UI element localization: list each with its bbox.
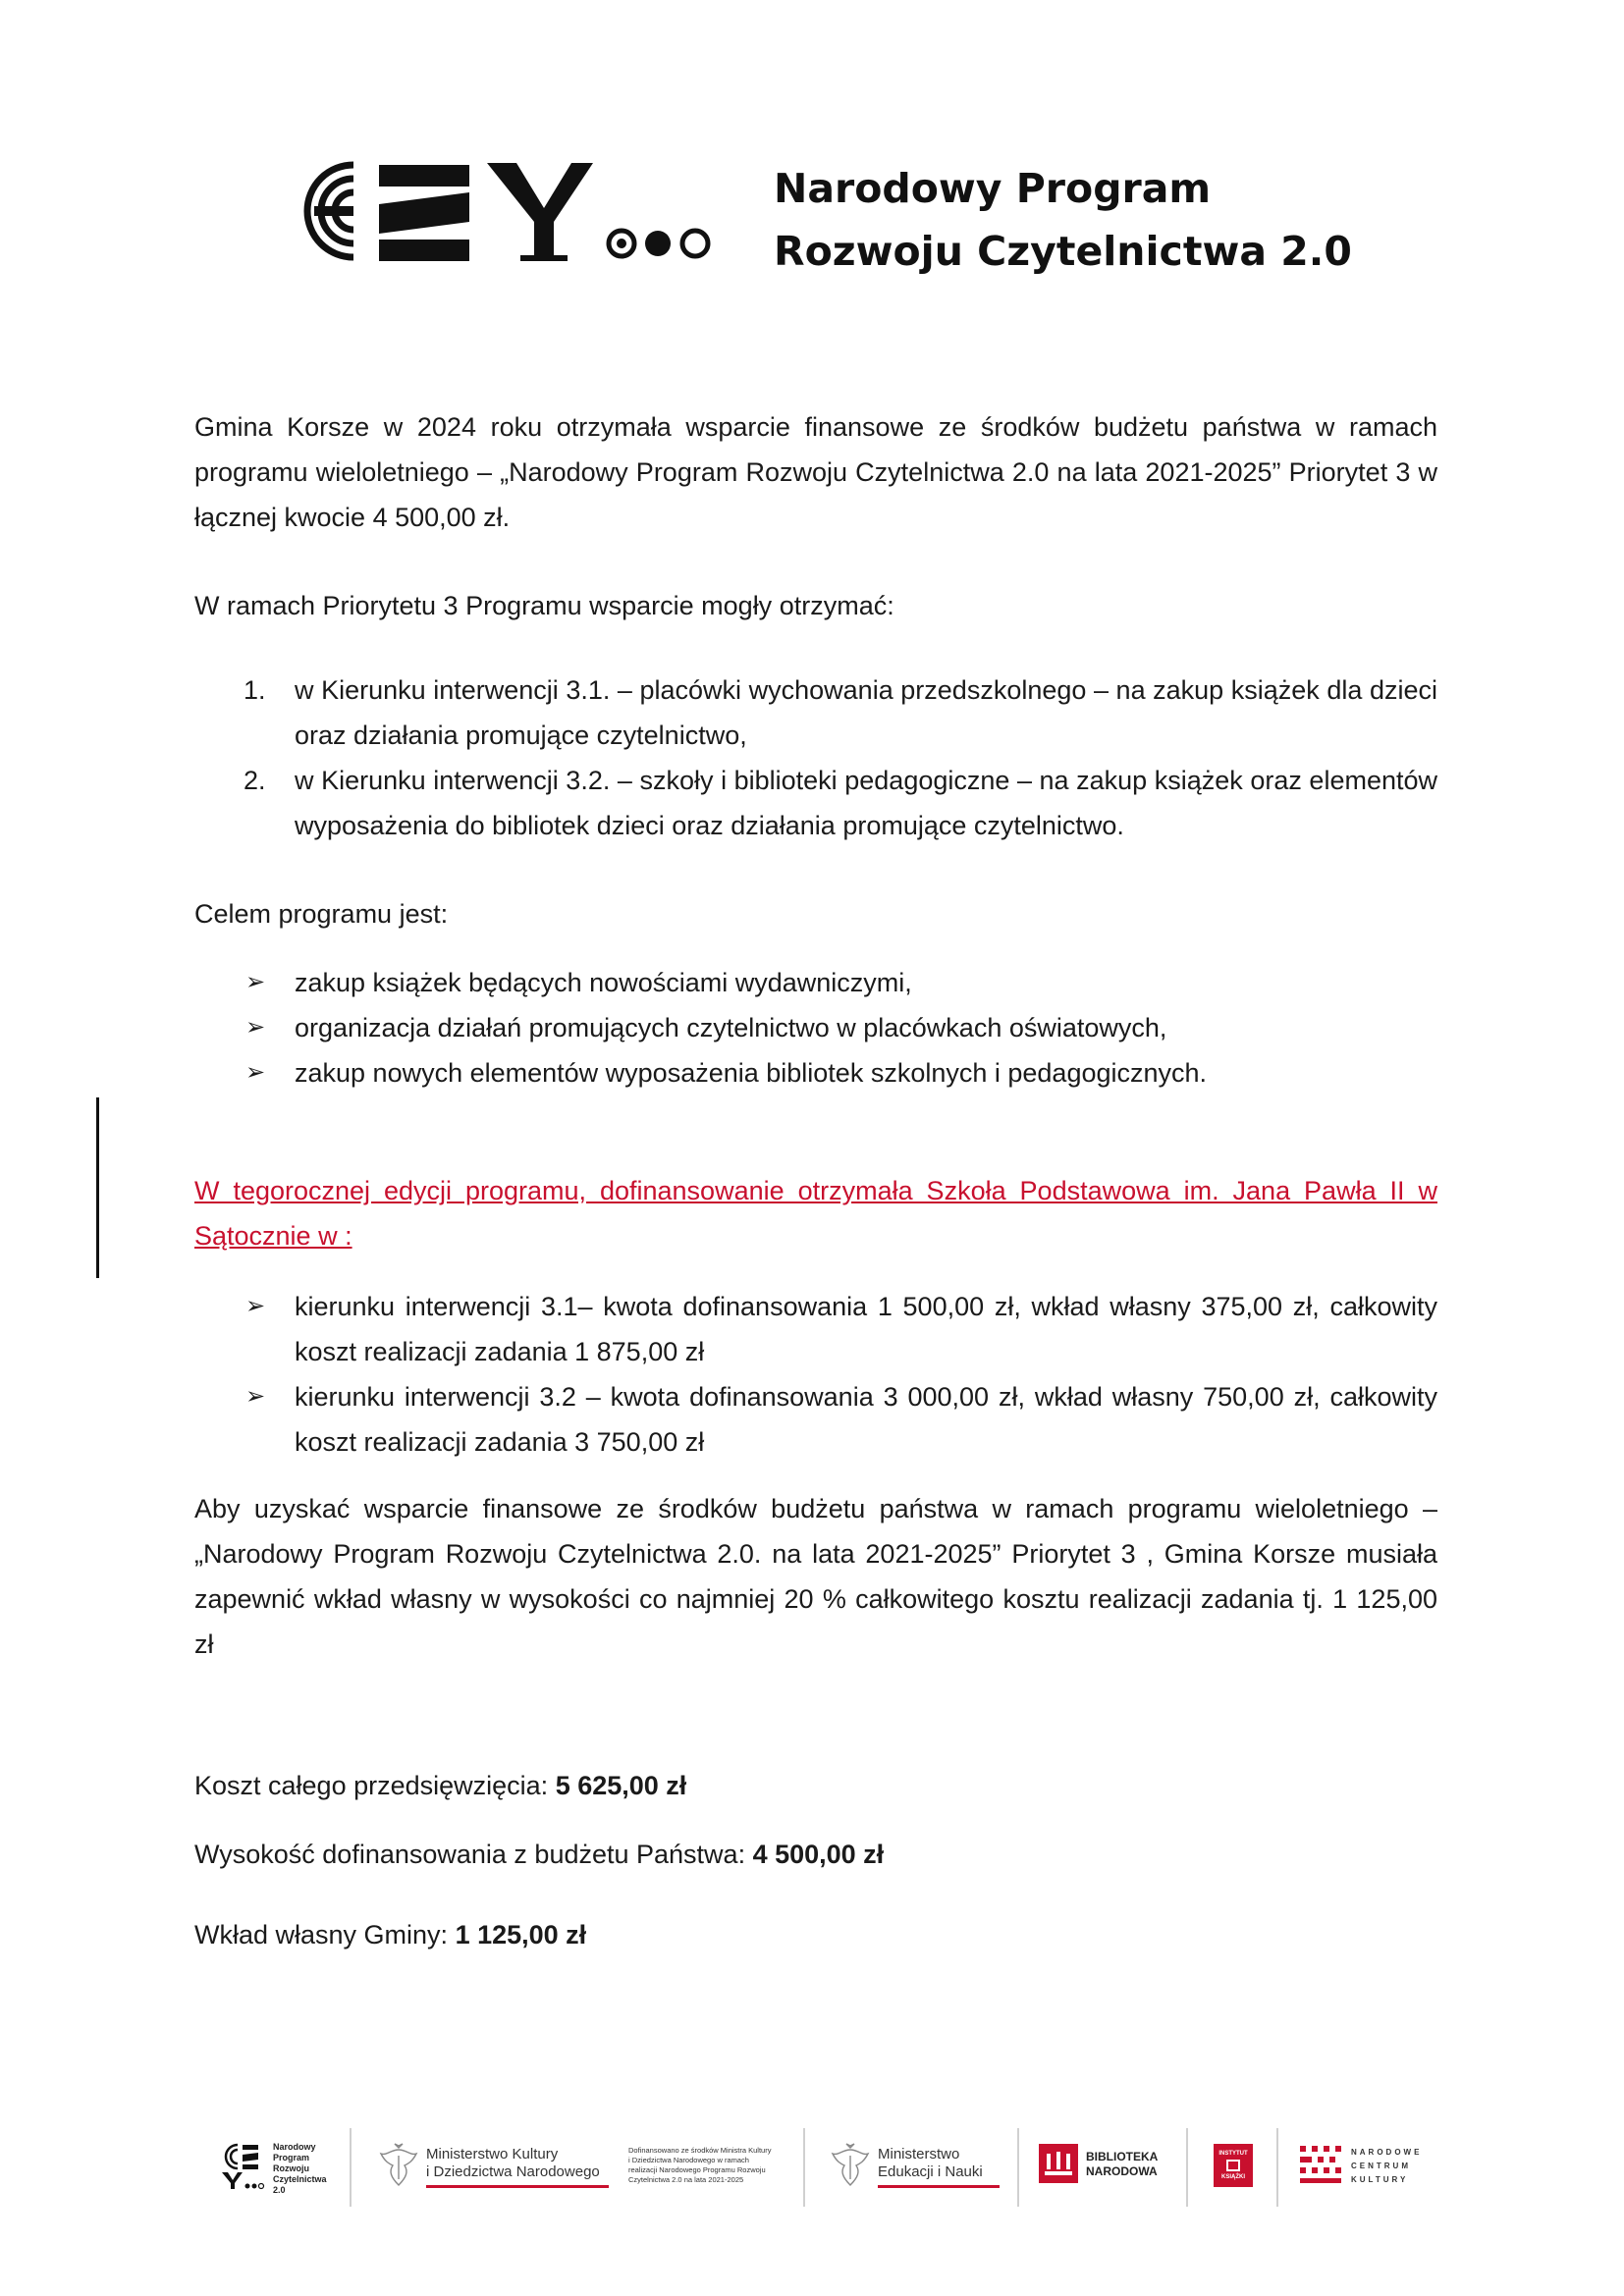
summary-cost <box>194 1763 1437 1808</box>
list-item-text: kierunku interwencji 3.2 – kwota dofinansowania 3 000,00 zł, wkład własny 750,00 zł, całkowity koszt realizacji zadania 3 750,00 zł <box>295 1382 1437 1457</box>
npr-line: Program <box>273 2153 310 2163</box>
arrow-bullet-icon: ➢ <box>245 1293 266 1319</box>
cofund-line: Czytelnictwa 2.0 na lata 2021-2025 <box>628 2175 744 2184</box>
nck-name <box>1351 2146 1422 2187</box>
list-item <box>194 667 1437 758</box>
mein-line: Ministerstwo <box>878 2146 960 2163</box>
program-title-line2: Rozwoju Czytelnictwa 2.0 <box>774 228 1352 275</box>
priority-lead <box>194 583 1437 628</box>
nck-grid-logo-icon <box>1300 2146 1343 2185</box>
mein-name <box>878 2146 983 2181</box>
arrow-bullet-icon: ➢ <box>245 1014 266 1041</box>
directions-list <box>194 667 1437 848</box>
grant-value: 4 500,00 zł <box>752 1840 885 1869</box>
npr-small-title <box>273 2142 327 2196</box>
mkidn-underline <box>426 2185 609 2188</box>
mkidn-line: i Dziedzictwa Narodowego <box>426 2163 600 2180</box>
summary-grant <box>194 1832 1437 1877</box>
list-item <box>194 758 1437 848</box>
ik-line: INSTYTUT <box>1218 2151 1248 2157</box>
cofund-line: Dofinansowano ze środków Ministra Kultury <box>628 2146 772 2155</box>
arrow-bullet-icon: ➢ <box>245 969 266 995</box>
instytut-ksiazki-logo-icon <box>1214 2144 1253 2187</box>
list-item-text: organizacja działań promujących czytelnictwo w placówkach oświatowych, <box>295 1013 1167 1042</box>
program-title <box>774 157 1352 283</box>
cofund-line: realizacji Narodowego Programu Rozwoju <box>628 2165 766 2174</box>
cofunding-note <box>628 2146 771 2185</box>
list-item-number: 1. <box>244 675 266 705</box>
program-title-line1: Narodowy Program <box>774 165 1212 212</box>
arrow-bullet-icon: ➢ <box>245 1383 266 1410</box>
biblioteka-narodowa-name <box>1086 2150 1158 2179</box>
nck-line: KULTURY <box>1351 2175 1409 2184</box>
arrow-bullet-icon: ➢ <box>245 1059 266 1086</box>
czy-small-logo-icon <box>218 2142 265 2191</box>
cost-label: Koszt całego przedsięwzięcia: <box>194 1771 556 1800</box>
goals-list <box>194 960 1437 1095</box>
logo-divider <box>350 2128 352 2207</box>
bn-line: BIBLIOTEKA <box>1086 2150 1159 2163</box>
contribution-paragraph <box>194 1486 1437 1667</box>
goals-lead <box>194 891 1437 936</box>
logo-divider <box>1017 2128 1019 2207</box>
list-item-text: w Kierunku interwencji 3.2. – szkoły i biblioteki pedagogiczne – na zakup książek oraz elementów wyposażenia do bibliotek dzieci oraz działania promujące czytelnictwo. <box>295 766 1437 840</box>
cofund-line: i Dziedzictwa Narodowego w ramach <box>628 2156 749 2164</box>
cost-value: 5 625,00 zł <box>555 1771 687 1800</box>
intro-paragraph <box>194 404 1437 540</box>
list-item <box>194 1374 1437 1465</box>
list-item-text: zakup nowych elementów wyposażenia bibliotek szkolnych i pedagogicznych. <box>295 1058 1208 1088</box>
ik-line: KSIĄŻKI <box>1221 2174 1245 2180</box>
ik-mark <box>1226 2160 1240 2171</box>
mkidn-name <box>426 2146 600 2181</box>
list-item <box>194 1050 1437 1095</box>
npr-line: Czytelnictwa <box>273 2174 327 2184</box>
priority-lead-text: W ramach Priorytetu 3 Programu wsparcie mogły otrzymać: <box>194 591 894 620</box>
goals-lead-text: Celem programu jest: <box>194 899 449 929</box>
edition-paragraph <box>194 1168 1437 1258</box>
npr-line: Rozwoju <box>273 2163 309 2173</box>
sponsor-logos <box>214 2120 1432 2228</box>
nck-line: NARODOWE <box>1351 2148 1423 2157</box>
list-item <box>194 960 1437 1005</box>
mein-line: Edukacji i Nauki <box>878 2163 983 2180</box>
edition-highlight: W tegorocznej edycji programu, dofinansowanie otrzymała Szkoła Podstawowa im. Jana Pawła II w Sątocznie w : <box>194 1176 1437 1251</box>
npr-line: Narodowy <box>273 2142 316 2152</box>
contribution-text: Aby uzyskać wsparcie finansowe ze środków budżetu państwa w ramach programu wieloletniego – „Narodowy Program Rozwoju Czytelnictwa 2.0. na lata 2021-2025” Priorytet 3 , Gmina Korsze musiała zapewnić wkład własny w wysokości co najmniej 20 % całkowitego kosztu realizacji zadania tj. 1 125,00 zł <box>194 1494 1437 1659</box>
npr-line: 2.0 <box>273 2185 286 2195</box>
eagle-emblem-icon <box>829 2142 872 2189</box>
biblioteka-narodowa-logo-icon <box>1039 2144 1078 2183</box>
list-item-text: w Kierunku interwencji 3.1. – placówki wychowania przedszkolnego – na zakup książek dla dzieci oraz działania promujące czytelnictwo, <box>295 675 1437 750</box>
list-item-text: kierunku interwencji 3.1– kwota dofinansowania 1 500,00 zł, wkład własny 375,00 zł, całkowity koszt realizacji zadania 1 875,00 zł <box>295 1292 1437 1366</box>
czy-logo-icon <box>263 157 725 265</box>
bn-line: NARODOWA <box>1086 2164 1158 2178</box>
margin-change-bar <box>96 1097 99 1278</box>
eagle-emblem-icon <box>377 2142 420 2189</box>
edition-list <box>194 1284 1437 1465</box>
list-item-number: 2. <box>244 766 266 795</box>
program-header <box>263 157 1382 285</box>
nck-line: CENTRUM <box>1351 2162 1411 2170</box>
logo-divider <box>803 2128 805 2207</box>
summary-own <box>194 1912 1437 1957</box>
intro-text: Gmina Korsze w 2024 roku otrzymała wsparcie finansowe ze środków budżetu państwa w ramach programu wieloletniego – „Narodowy Program Rozwoju Czytelnictwa 2.0 na lata 2021-2025” Priorytet 3 w łącznej kwocie 4 500,00 zł. <box>194 412 1437 532</box>
own-value: 1 125,00 zł <box>455 1920 587 1949</box>
grant-label: Wysokość dofinansowania z budżetu Państwa: <box>194 1840 753 1869</box>
list-item <box>194 1005 1437 1050</box>
logo-divider <box>1276 2128 1278 2207</box>
logo-divider <box>1186 2128 1188 2207</box>
own-label: Wkład własny Gminy: <box>194 1920 456 1949</box>
list-item-text: zakup książek będących nowościami wydawniczymi, <box>295 968 912 997</box>
mein-underline <box>878 2185 1000 2188</box>
list-item <box>194 1284 1437 1374</box>
mkidn-line: Ministerstwo Kultury <box>426 2146 559 2163</box>
